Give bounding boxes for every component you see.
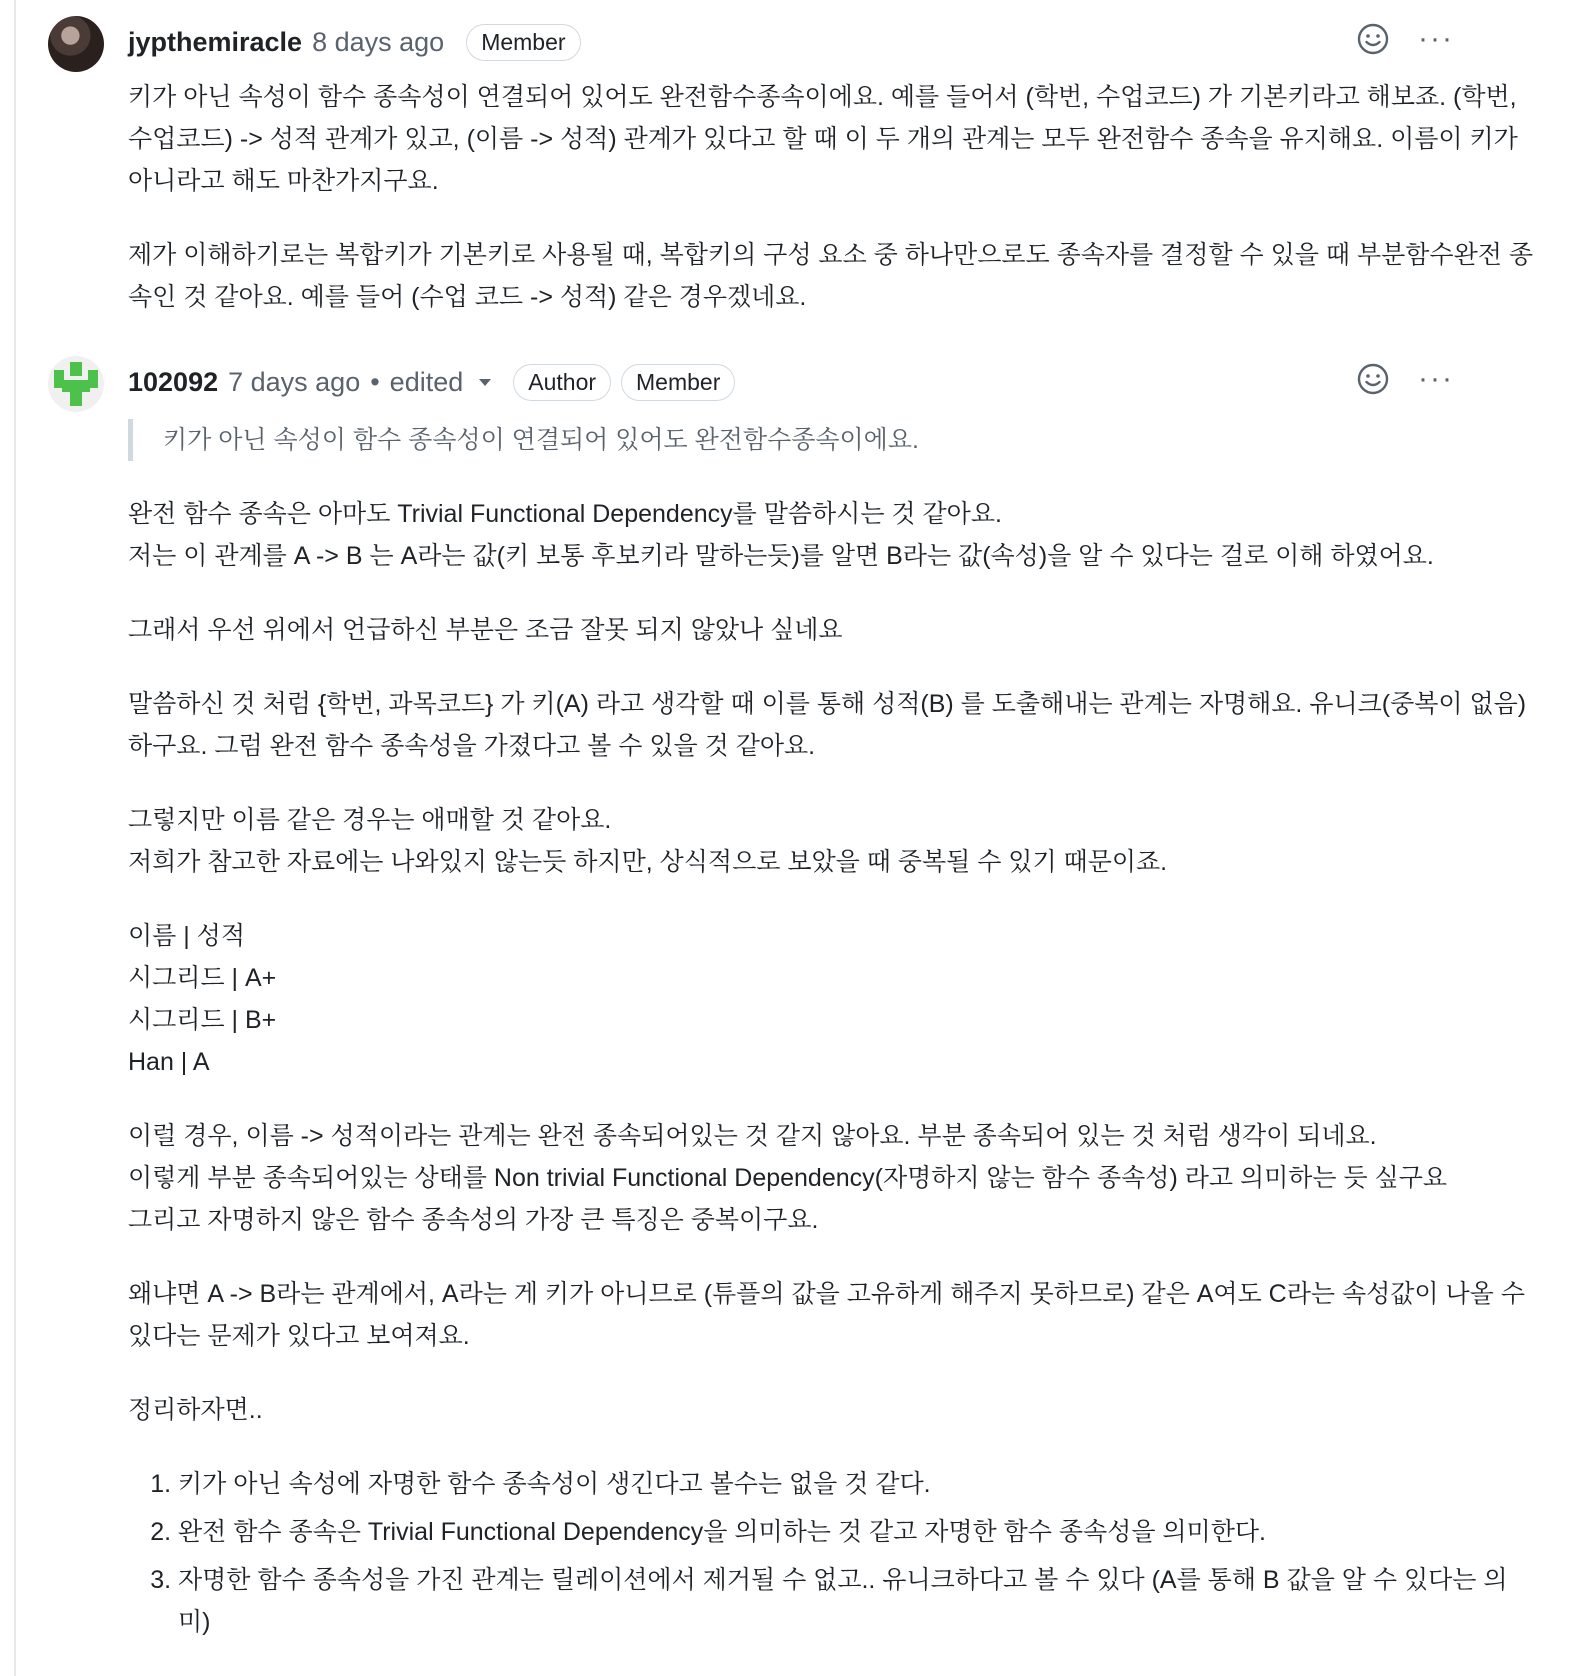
comment-actions <box>1356 362 1454 396</box>
member-badge: Member <box>466 24 580 61</box>
edited-label: edited <box>389 366 464 397</box>
timeline-line <box>14 0 16 1676</box>
timestamp-link[interactable]: 8 days ago <box>312 26 445 57</box>
timestamp-link[interactable]: 7 days ago <box>228 366 361 397</box>
edited-dropdown[interactable] <box>390 367 492 398</box>
smiley-icon[interactable] <box>1356 362 1390 396</box>
smiley-icon[interactable] <box>1356 22 1390 56</box>
author-link[interactable]: jypthemiracle <box>128 26 303 57</box>
paragraph: 말씀하신 것 처럼 {학번, 과목코드} 가 키(A) 라고 생각할 때 이를 통해 성적(B) 를 도출해내는 관계는 자명해요. 유니크(중복이 없음)하구요. 그럼 완전 함수 종속성을 가졌다고 볼 수 있을 것 같아요. <box>128 690 1527 760</box>
identicon-icon <box>50 358 102 410</box>
list-item: 3. 자명한 함수 종속성을 가진 관계는 릴레이션에서 제거될 수 없고.. 유니크하다고 볼 수 있다 (A를 통해 B 값을 알 수 있다는 의미) <box>178 1559 1538 1643</box>
text-line: 이럴 경우, 이름 -> 성적이라는 관계는 완전 종속되어있는 것 같지 않아요. 부분 종속되어 있는 것 처럼 생각이 되네요. <box>128 1122 1377 1150</box>
list-item: 2. 완전 함수 종속은 Trivial Functional Dependency을 의미하는 것 같고 자명한 함수 종속성을 의미한다. <box>178 1511 1538 1553</box>
text-line: 시그리드 | B+ <box>128 1006 277 1034</box>
more-horizontal-icon[interactable]: ··· <box>1418 22 1454 55</box>
avatar[interactable] <box>48 356 104 412</box>
text-line: 저는 이 관계를 A -> B 는 A라는 값(키 보통 후보키라 말하는듯)를 알면 B라는 값(속성)을 알 수 있다는 걸로 이해 하였어요. <box>128 542 1434 570</box>
comment-body <box>128 76 1538 350</box>
text-line: 시그리드 | A+ <box>128 964 277 992</box>
paragraph <box>128 1115 1538 1241</box>
list-item: 1. 키가 아닌 속성에 자명한 함수 종속성이 생긴다고 볼수는 없을 것 같다. <box>178 1463 1538 1505</box>
paragraph: 그래서 우선 위에서 언급하신 부분은 조금 잘못 되지 않았나 싶네요 <box>128 616 843 644</box>
paragraph <box>128 493 1538 577</box>
text-line: 이름 | 성적 <box>128 922 245 950</box>
text-line: 이렇게 부분 종속되어있는 상태를 Non trivial Functional Dependency(자명하지 않는 함수 종속성) 라고 의미하는 듯 싶구요 <box>128 1164 1448 1192</box>
triangle-down-icon <box>479 379 491 386</box>
comment-header <box>128 22 581 62</box>
text-line: Han | A <box>128 1048 210 1076</box>
paragraph: 제가 이해하기로는 복합키가 기본키로 사용될 때, 복합키의 구성 요소 중 하나만으로도 종속자를 결정할 수 있을 때 부분함수완전 종속인 것 같아요. 예를 들어 (수업 코드 -> 성적) 같은 경우겠네요. <box>128 241 1533 311</box>
blockquote: 키가 아닌 속성이 함수 종속성이 연결되어 있어도 완전함수종속이에요. <box>128 419 1538 461</box>
text-line: 그렇지만 이름 같은 경우는 애매할 것 같아요. <box>128 806 612 834</box>
member-badge: Member <box>621 364 735 401</box>
more-horizontal-icon[interactable]: ··· <box>1418 362 1454 395</box>
paragraph: 정리하자면.. <box>128 1396 263 1424</box>
text-line: 그리고 자명하지 않은 함수 종속성의 가장 큰 특징은 중복이구요. <box>128 1206 819 1234</box>
author-badge: Author <box>513 364 611 401</box>
author-link[interactable]: 102092 <box>128 366 219 397</box>
table-text <box>128 915 1538 1083</box>
text-line: 완전 함수 종속은 아마도 Trivial Functional Dependency를 말씀하시는 것 같아요. <box>128 500 1002 528</box>
paragraph: 왜냐면 A -> B라는 관계에서, A라는 게 키가 아니므로 (튜플의 값을 고유하게 해주지 못하므로) 같은 A여도 C라는 속성값이 나올 수 있다는 문제가 있다고 보여져요. <box>128 1280 1525 1350</box>
comment-body <box>128 419 1538 1649</box>
comment-actions <box>1356 22 1454 56</box>
paragraph <box>128 799 1538 883</box>
avatar[interactable] <box>48 16 104 72</box>
summary-list <box>128 1463 1538 1643</box>
comment-header <box>128 362 735 402</box>
paragraph: 키가 아닌 속성이 함수 종속성이 연결되어 있어도 완전함수종속이에요. 예를 들어서 (학번, 수업코드) 가 기본키라고 해보죠. (학번, 수업코드) -> 성적 관계가 있고, (이름 -> 성적) 관계가 있다고 할 때 이 두 개의 관계는 모두 완전함수 종속을 유지해요. 이름이 키가 아니라고 해도 마찬가지구요. <box>128 83 1518 195</box>
text-line: 저희가 참고한 자료에는 나와있지 않는듯 하지만, 상식적으로 보았을 때 중복될 수 있기 때문이죠. <box>128 848 1168 876</box>
separator: • <box>370 366 380 397</box>
